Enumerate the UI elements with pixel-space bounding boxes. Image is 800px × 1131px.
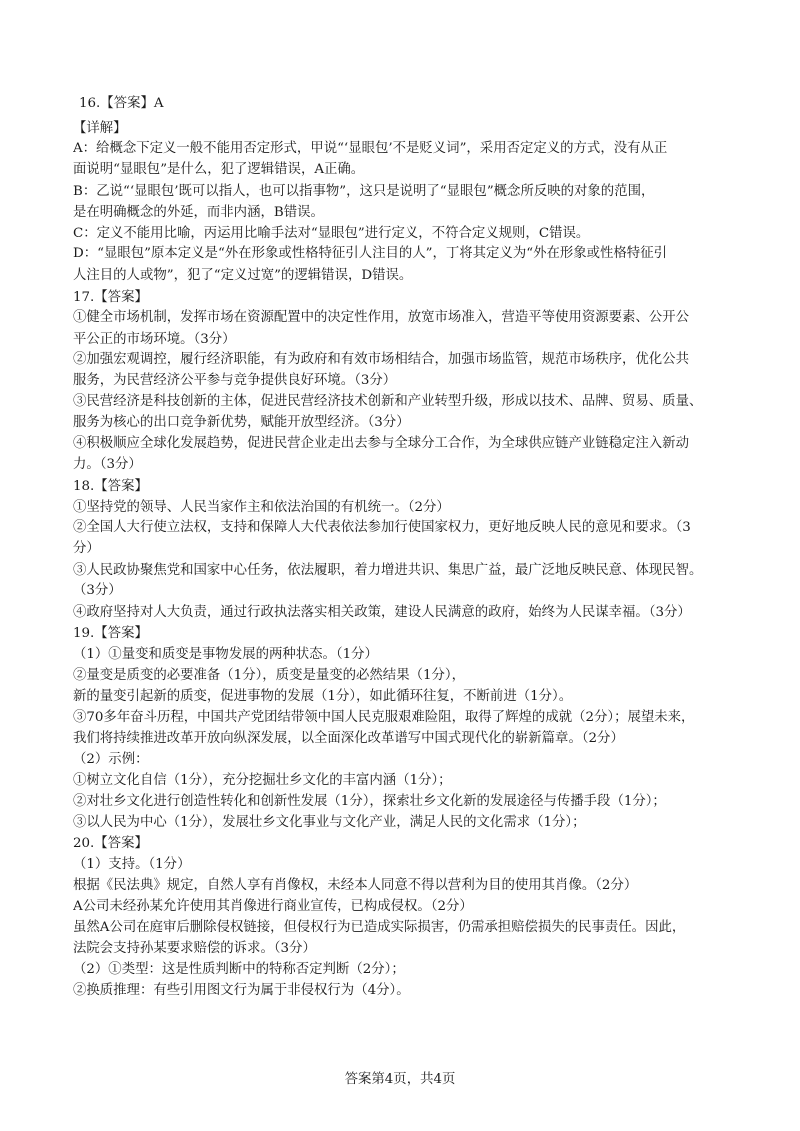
q18-point2-line2: 分）: [73, 541, 100, 556]
q19-part2-heading: （2）示例：: [73, 752, 149, 767]
q16-option-d-line1: D：“显眼包”原本定义是“外在形象或性格特征引人注目的人”，丁将其定义为“外在形象或性格特征引: [73, 246, 667, 261]
q17-heading: 17.【答案】: [73, 290, 148, 305]
q16-option-c: C：定义不能用比喻，丙运用比喻手法对“显眼包”进行定义，不符合定义规则，C错误。: [73, 226, 590, 241]
q19-part2-point3: ③以人民为中心（1分），发展壮乡文化事业与文化产业，满足人民的文化需求（1分）；: [73, 815, 586, 830]
q17-point1-line1: ①健全市场机制，发挥市场在资源配置中的决定性作用，放宽市场准入，营造平等使用资源要素、公开公: [73, 310, 689, 325]
q19-part1-point3-line2: 我们将持续推进改革开放向纵深发展，以全面深化改革谱写中国式现代化的崭新篇章。（2分）: [73, 731, 624, 746]
q20-part1-reason3-line2: 法院会支持孙某要求赔偿的诉求。（3分）: [73, 941, 316, 956]
q17-point1-line2: 平公正的市场环境。（3分）: [73, 332, 236, 347]
q20-part1-reason3-line1: 虽然A公司在庭审后删除侵权链接，但侵权行为已造成实际损害，仍需承担赔偿损失的民事责任。因此，: [73, 920, 686, 935]
q18-point4: ④政府坚持对人大负责，通过行政执法落实相关政策，建设人民满意的政府，始终为人民谋幸福。（3分）: [73, 605, 691, 620]
q19-part2-point1: ①树立文化自信（1分），充分挖掘壮乡文化的丰富内涵（1分）；: [73, 773, 452, 788]
q20-part2-point2: ②换质推理：有些引用图文行为属于非侵权行为（4分）。: [73, 983, 410, 998]
q18-heading: 18.【答案】: [73, 479, 148, 494]
q18-point3-line1: ③人民政协聚焦党和国家中心任务，依法履职，着力增进共识、集思广益，最广泛地反映民意、体现民智。: [73, 563, 703, 578]
q19-part2-point2: ②对壮乡文化进行创造性转化和创新性发展（1分），探索壮乡文化新的发展途径与传播手段（1分）；: [73, 794, 666, 809]
q16-option-d-line2: 人注目的人或物”，犯了“定义过宽”的逻辑错误，D错误。: [73, 268, 413, 283]
q20-part1-answer: （1）支持。（1分）: [73, 857, 191, 872]
q17-point4-line1: ④积极顺应全球化发展趋势，促进民营企业走出去参与全球分工合作，为全球供应链产业链稳定注入新动: [73, 436, 689, 451]
q17-point2-line1: ②加强宏观调控，履行经济职能，有为政府和有效市场相结合，加强市场监管，规范市场秩序，优化公共: [73, 352, 689, 367]
q19-part1-point2-line2: 新的量变引起新的质变，促进事物的发展（1分），如此循环往复，不断前进（1分）。: [73, 689, 573, 704]
q16-option-a-line2: 面说明“显眼包”是什么，犯了逻辑错误，A正确。: [73, 162, 365, 177]
q19-heading: 19.【答案】: [73, 626, 148, 641]
q17-point4-line2: 力。（3分）: [73, 457, 142, 472]
q18-point1: ①坚持党的领导、人民当家作主和依法治国的有机统一。（2分）: [73, 500, 450, 515]
q20-part2-point1: （2）①类型：这是性质判断中的特称否定判断（2分）；: [73, 962, 405, 977]
q20-part1-reason2: A公司未经孙某允许使用其肖像进行商业宣传，已构成侵权。（2分）: [73, 899, 473, 914]
q16-heading: 16.【答案】A: [79, 96, 164, 111]
q17-point3-line2: 服务为核心的出口竞争新优势，赋能开放型经济。（3分）: [73, 415, 410, 430]
q17-point2-line2: 服务，为民营经济公平参与竞争提供良好环境。（3分）: [73, 373, 397, 388]
q19-part1-point3-line1: ③70多年奋斗历程，中国共产党团结带领中国人民克服艰难险阻，取得了辉煌的成就（2分）；展望未来，: [73, 710, 695, 725]
q20-part1-reason1: 根据《民法典》规定，自然人享有肖像权，未经本人同意不得以营利为目的使用其肖像。（2分）: [73, 878, 638, 893]
q16-detail-label: 【详解】: [73, 121, 127, 136]
q16-option-b-line1: B：乙说“‘显眼包’既可以指人，也可以指事物”，这只是说明了“显眼包”概念所反映的对象的范围，: [73, 184, 655, 199]
q17-point3-line1: ③民营经济是科技创新的主体，促进民营经济技术创新和产业转型升级，形成以技术、品牌、贸易、质量、: [73, 394, 703, 409]
q18-point3-line2: （3分）: [73, 583, 122, 598]
q18-point2-line1: ②全国人大行使立法权，支持和保障人大代表依法参加行使国家权力，更好地反映人民的意见和要求。（3: [73, 520, 691, 535]
q16-option-b-line2: 是在明确概念的外延，而非内涵，B错误。: [73, 205, 324, 220]
page-footer: 答案第4页，共4页: [344, 1072, 456, 1087]
q20-heading: 20.【答案】: [73, 836, 148, 851]
q19-part1-point2-line1: ②量变是质变的必要准备（1分），质变是量变的必然结果（1分），: [73, 668, 465, 683]
q19-part1-point1: （1）①量变和质变是事物发展的两种状态。（1分）: [73, 647, 378, 662]
q16-option-a-line1: A：给概念下定义一般不能用否定形式，甲说“‘显眼包’不是贬义词”，采用否定定义的方式，没有从正: [73, 141, 668, 156]
